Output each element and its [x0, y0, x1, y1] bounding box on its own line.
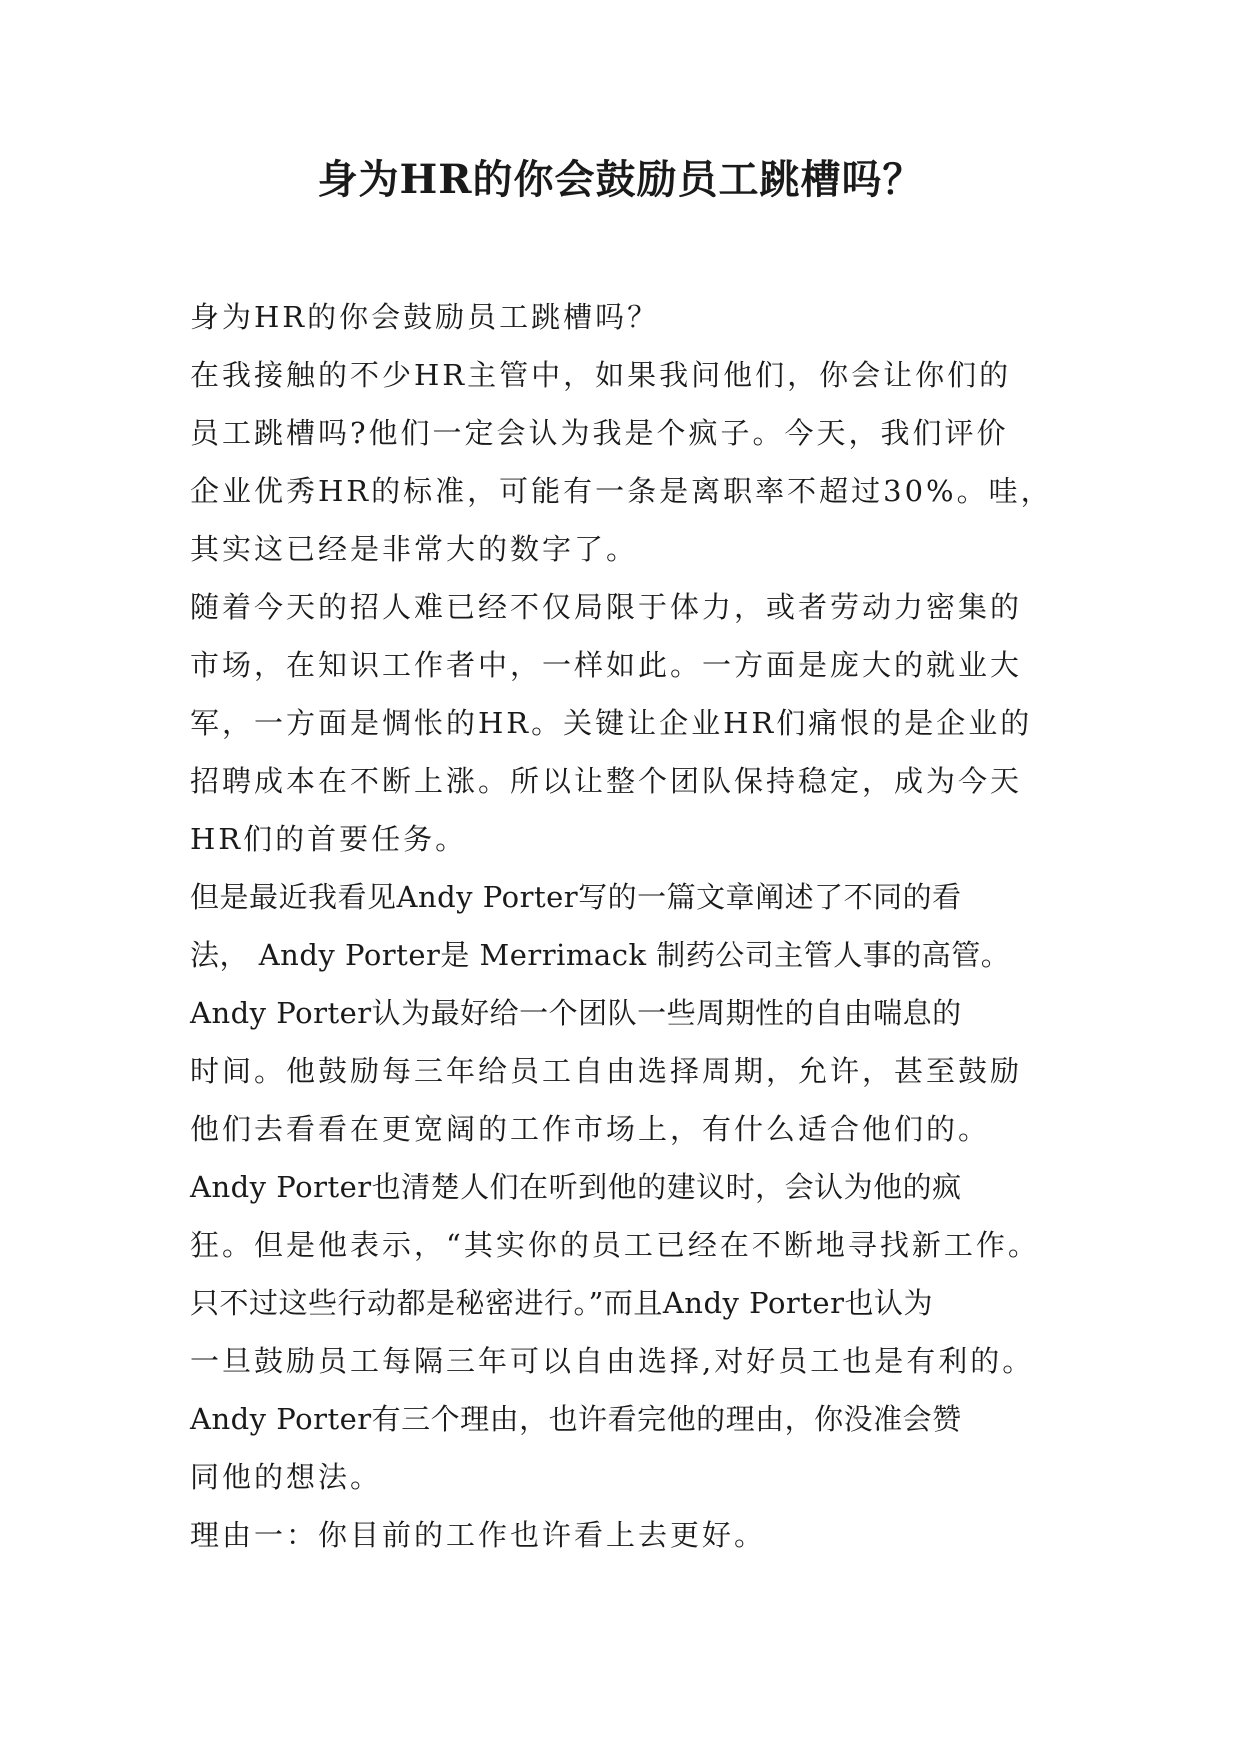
body-line: Andy Porter有三个理由，也许看完他的理由，你没准会赞: [190, 1402, 962, 1436]
body-line: 员工跳槽吗?他们一定会认为我是个疯子。今天，我们评价: [190, 416, 1009, 450]
body-line: 但是最近我看见Andy Porter写的一篇文章阐述了不同的看: [190, 880, 962, 914]
document-body: [190, 288, 1060, 1564]
body-line: Andy Porter认为最好给一个团队一些周期性的自由喘息的: [190, 996, 962, 1030]
body-line: 狂。但是他表示，“其实你的员工已经在不断地寻找新工作。: [190, 1228, 1040, 1262]
body-line: 同他的想法。: [190, 1460, 383, 1494]
body-line: HR们的首要任务。: [190, 822, 468, 856]
body-line: 军，一方面是惆怅的HR。关键让企业HR们痛恨的是企业的: [190, 706, 1033, 740]
body-line: 在我接触的不少HR主管中，如果我问他们，你会让你们的: [190, 358, 1012, 392]
body-line: 企业优秀HR的标准，可能有一条是离职率不超过30%。哇，: [190, 474, 1053, 508]
body-line: 理由一：你目前的工作也许看上去更好。: [190, 1518, 767, 1552]
body-line: 只不过这些行动都是秘密进行。”而且Andy Porter也认为: [190, 1286, 933, 1320]
body-line: Andy Porter也清楚人们在听到他的建议时，会认为他的疯: [190, 1170, 962, 1204]
body-line: 身为HR的你会鼓励员工跳槽吗？: [190, 300, 660, 334]
body-line: 时间。他鼓励每三年给员工自由选择周期，允许，甚至鼓励: [190, 1054, 1023, 1088]
body-line: 随着今天的招人难已经不仅局限于体力，或者劳动力密集的: [190, 590, 1023, 624]
document-title: 身为HR的你会鼓励员工跳槽吗？: [317, 156, 924, 203]
body-line: 其实这已经是非常大的数字了。: [190, 532, 639, 566]
body-line: 招聘成本在不断上涨。所以让整个团队保持稳定，成为今天: [190, 764, 1023, 798]
body-line: 法， Andy Porter是 Merrimack 制药公司主管人事的高管。: [190, 938, 1011, 972]
body-line: 市场，在知识工作者中，一样如此。一方面是庞大的就业大: [190, 648, 1023, 682]
body-line: 一旦鼓励员工每隔三年可以自由选择,对好员工也是有利的。: [190, 1344, 1035, 1378]
body-line: 他们去看看在更宽阔的工作市场上，有什么适合他们的。: [190, 1112, 991, 1146]
